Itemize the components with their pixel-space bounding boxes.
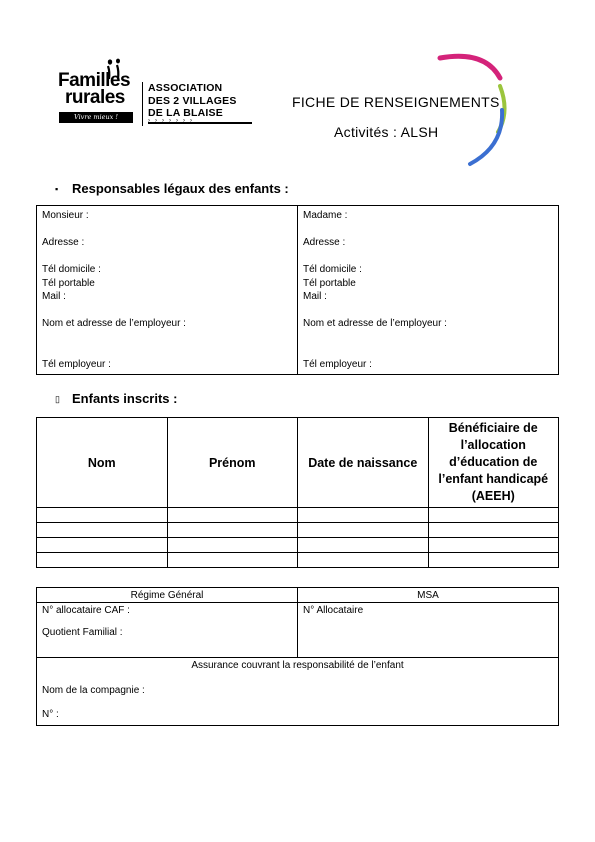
table-cell[interactable]: [428, 553, 559, 568]
mother-address-label: Adresse :: [303, 237, 346, 248]
bullet-icon: ▯: [55, 394, 60, 404]
children-table: [36, 417, 559, 568]
logo-brand-line1: Familles: [58, 70, 131, 91]
logo-association-name: [148, 82, 237, 120]
table-row: [37, 553, 559, 568]
section-heading-guardians: Responsables légaux des enfants :: [72, 181, 289, 196]
msa-header: MSA: [298, 588, 559, 603]
insurance-number-label: N° :: [42, 709, 59, 720]
association-logo: [58, 58, 258, 128]
table-cell[interactable]: [298, 553, 429, 568]
table-cell[interactable]: [428, 508, 559, 523]
logo-association-line: DE LA BLAISE: [148, 107, 223, 119]
caf-number-label: N° allocataire CAF :: [42, 605, 130, 616]
msa-number-label: N° Allocataire: [303, 605, 364, 616]
logo-association-line: ASSOCIATION: [148, 82, 223, 94]
father-address-label: Adresse :: [42, 237, 85, 248]
table-cell[interactable]: [167, 553, 298, 568]
column-header-aeeh: Bénéficiaire de l’allocation d’éducation de l’enfant handicapé (AEEH): [428, 418, 559, 508]
table-cell[interactable]: [37, 553, 168, 568]
quotient-familial-label: Quotient Familial :: [42, 626, 123, 638]
column-header-date-naissance: Date de naissance: [298, 418, 429, 508]
logo-tagline: Vivre mieux !: [59, 112, 133, 123]
regime-general-header: Régime Général: [37, 588, 298, 603]
guardians-table: [36, 205, 559, 375]
insurance-company-label: Nom de la compagnie :: [42, 684, 145, 696]
table-cell[interactable]: [167, 523, 298, 538]
table-row: [37, 508, 559, 523]
father-tel-home-label: Tél domicile :: [42, 264, 101, 275]
father-tel-employer-label: Tél employeur :: [42, 358, 111, 370]
mother-cell[interactable]: [298, 206, 559, 375]
bullet-icon: ▪: [55, 184, 59, 194]
logo-arrows-icon: ›››››››: [148, 118, 197, 124]
table-row: [37, 523, 559, 538]
logo-separator: [142, 82, 143, 126]
table-cell[interactable]: [298, 508, 429, 523]
table-cell[interactable]: [298, 538, 429, 553]
table-cell[interactable]: [428, 538, 559, 553]
mother-mail-label: Mail :: [303, 291, 327, 302]
page-subtitle: Activités : ALSH: [334, 124, 439, 140]
insurance-title: Assurance couvrant la responsabilité de l’enfant: [191, 660, 404, 671]
table-cell[interactable]: [428, 523, 559, 538]
table-cell[interactable]: [167, 508, 298, 523]
caf-cell[interactable]: [37, 603, 298, 658]
table-cell[interactable]: [37, 523, 168, 538]
father-cell[interactable]: [37, 206, 298, 375]
mother-tel-mobile-label: Tél portable: [303, 277, 356, 289]
mother-tel-employer-label: Tél employeur :: [303, 358, 372, 370]
table-cell[interactable]: [37, 538, 168, 553]
insurance-cell[interactable]: [37, 658, 559, 726]
table-row: [37, 538, 559, 553]
mother-tel-home-label: Tél domicile :: [303, 264, 362, 275]
decorative-arcs-icon: [430, 50, 510, 170]
page-title: FICHE DE RENSEIGNEMENTS: [292, 94, 500, 110]
column-header-prenom: Prénom: [167, 418, 298, 508]
table-cell[interactable]: [37, 508, 168, 523]
father-tel-mobile-label: Tél portable: [42, 277, 95, 289]
table-cell[interactable]: [167, 538, 298, 553]
father-mail-label: Mail :: [42, 291, 66, 302]
table-cell[interactable]: [298, 523, 429, 538]
mother-employer-label: Nom et adresse de l’employeur :: [303, 318, 447, 329]
logo-brand-line2: rurales: [65, 87, 125, 108]
logo-association-line: DES 2 VILLAGES: [148, 94, 237, 107]
column-header-nom: Nom: [37, 418, 168, 508]
father-title-label: Monsieur :: [42, 210, 89, 221]
msa-cell[interactable]: [298, 603, 559, 658]
mother-title-label: Madame :: [303, 210, 348, 221]
father-employer-label: Nom et adresse de l’employeur :: [42, 318, 186, 329]
section-heading-children: Enfants inscrits :: [72, 391, 178, 406]
regime-insurance-table: [36, 587, 559, 726]
